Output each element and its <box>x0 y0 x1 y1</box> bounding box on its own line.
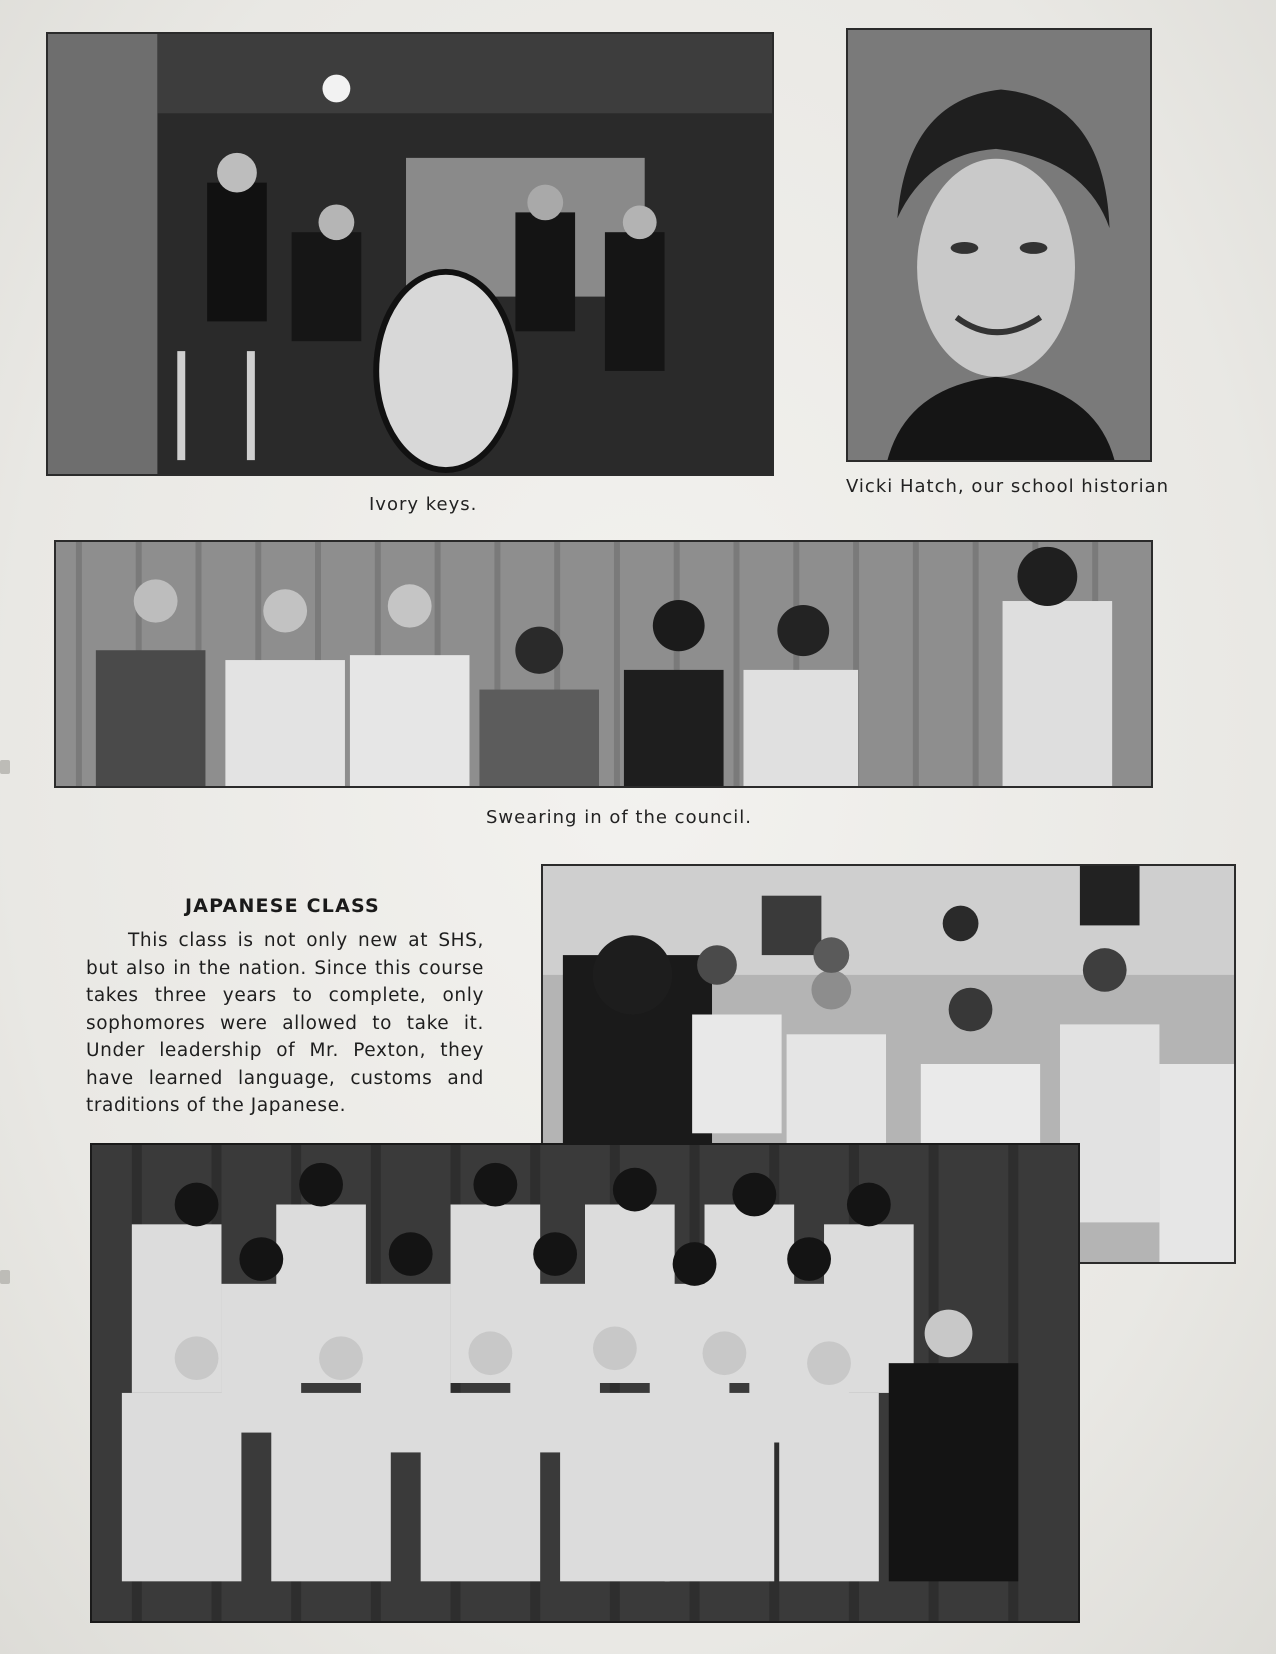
japanese-class-group-photo <box>90 1143 1080 1623</box>
binder-hole-mark <box>0 760 10 774</box>
japanese-class-heading: JAPANESE CLASS <box>185 895 380 917</box>
council-caption: Swearing in of the council. <box>486 807 753 828</box>
binder-hole-mark <box>0 1270 10 1284</box>
historian-caption: Vicki Hatch, our school historian <box>846 476 1170 497</box>
japanese-class-paragraph: This class is not only new at SHS, but also in the nation. Since this course takes three years to complete, only sophomores were allowed to take it. Under leadership of Mr. Pexton, they have learned language, customs and traditions of the Japanese. <box>86 930 484 1116</box>
ivory-keys-caption: Ivory keys. <box>369 494 478 515</box>
historian-portrait-photo <box>846 28 1152 462</box>
ivory-keys-photo <box>46 32 774 476</box>
council-photo <box>54 540 1153 788</box>
